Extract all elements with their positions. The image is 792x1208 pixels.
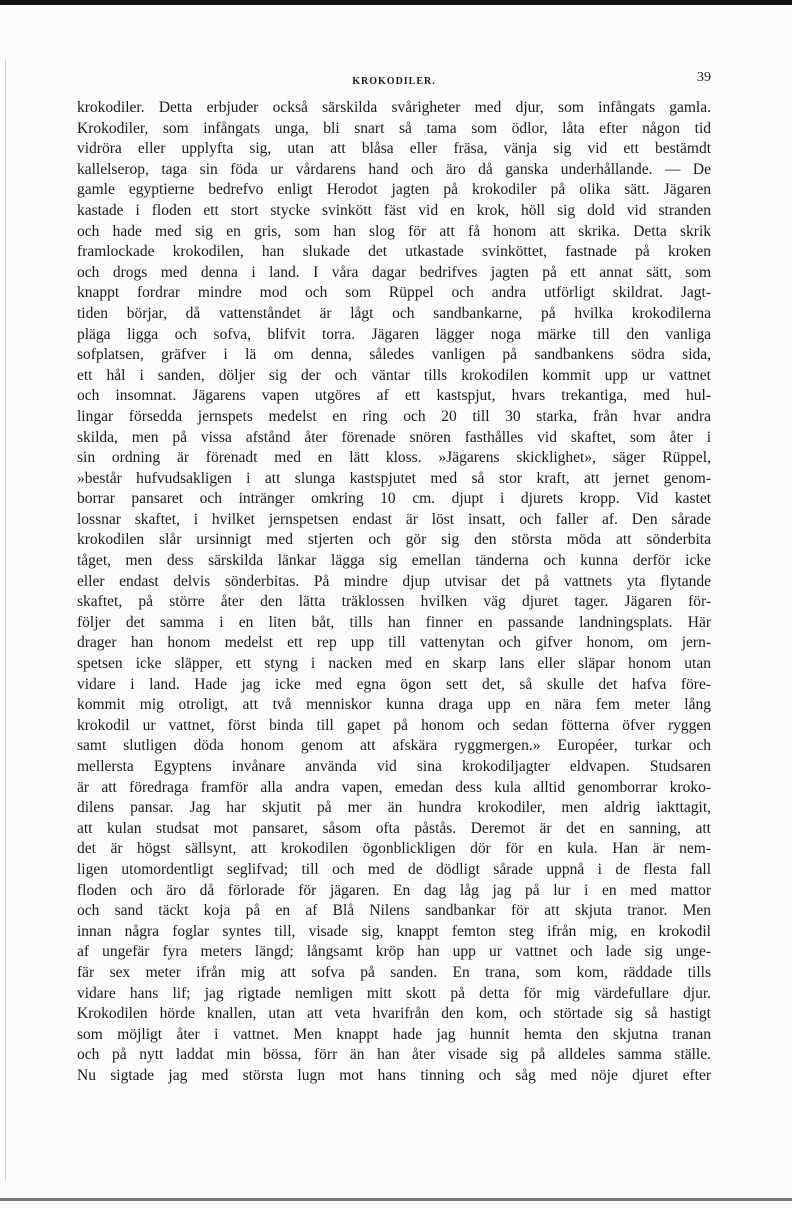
text-line: och drogs med denna i land. I våra dagar bedrifves jagten på ett annat sätt, som [77, 263, 711, 281]
text-line: sin ordning är förenadt med en lätt kloss. »Jägarens skicklighet», säger Rüppel, [77, 449, 711, 467]
text-line: af ungefär fyra meters längd; långsamt kröp han upp ur vattnet och lade sig unge- [77, 943, 711, 961]
running-title: KROKODILER. [352, 76, 436, 87]
text-line: skilda, men på vissa afstånd åter förenade snören fasthålles vid skaftet, som åter i [77, 428, 711, 446]
text-line: krokodilen slår ursinnigt med stjerten och gör sig den största möda att sönderbita [77, 531, 711, 549]
text-line: mellersta Egyptens invånare använda vid sina krokodiljagter eldvapen. Studsaren [77, 758, 711, 775]
text-line: kallelserop, taga sin föda ur vårdarens hand och äro då ganska underhållande. — De [77, 160, 711, 178]
text-line: sofplatsen, gräfver i lä om denna, således vanligen på sandbankens södra sida, [77, 346, 711, 364]
page-left-edge [5, 60, 6, 1180]
text-line: lossnar skaftet, i hvilket jernspetsen endast är löst insatt, och faller af. Den sårade [77, 510, 711, 528]
text-line: följer det samma i en liten båt, tills han finner en passande landningsplats. Här [77, 613, 711, 631]
text-line: ligen utomordentligt seglifvad; till och med de dödligt sårade uppnå i de flesta fall [77, 860, 711, 878]
body-text [77, 98, 711, 1087]
page-number: 39 [697, 70, 711, 85]
text-line: är att föredraga framför alla andra vapen, emedan dess kula alltid genomborrar kroko- [77, 778, 711, 796]
text-line: vidare i land. Hade jag icke med egna ögon sett det, så skulle det hafva före- [77, 675, 711, 693]
text-line: kastade i floden ett stort stycke svinkött fäst vid en krok, höll sig dold vid stranden [77, 201, 711, 219]
text-line: och på nytt laddat min bössa, förr än han åter visade sig på alldeles samma ställe. [77, 1046, 711, 1064]
text-line: lingar försedda jernspets medelst en ring och 20 till 30 starka, från hvar andra [77, 407, 711, 425]
text-line: vidare hans lif; jag rigtade nemligen mitt skott på detta för mig värdefullare djur. [77, 984, 711, 1002]
page-header [77, 70, 711, 90]
text-line: samt slutligen döda honom genom att afskära ryggmergen.» Européer, turkar och [77, 737, 711, 755]
text-line: borrar pansaret och intränger omkring 10 cm. djupt i djurets kropp. Vid kastet [77, 490, 711, 508]
text-line: gamle egyptierne bedrefvo enligt Herodot jagten på krokodiler på olika sätt. Jägaren [77, 181, 711, 199]
text-line: ett hål i sanden, döljer sig der och väntar tills krokodilen kommit upp ur vattnet [77, 366, 711, 384]
text-line: skaftet, på större åter den lätta träklossen hvilken väg djuret tager. Jägaren för- [77, 593, 711, 611]
text-line: tiden börjar, då vattenståndet är lågt och sandbankarne, på hvilka krokodilerna [77, 304, 711, 322]
text-line: och sand täckt koja på en af Blå Nilens sandbankar för att skjuta tranor. Men [77, 902, 711, 920]
text-line: som möjligt åter i vattnet. Men knappt hade jag hunnit hemta den skjutna tranan [77, 1025, 711, 1043]
text-line: krokodil ur vattnet, först binda till gapet på honom och sedan fötterna öfver ryggen [77, 716, 711, 734]
text-line: krokodiler. Detta erbjuder också särskilda svårigheter med djur, som infångats gamla. [77, 99, 711, 116]
text-line: floden och äro då förlorade för jägaren. En dag låg jag på lur i en med mattor [77, 881, 711, 899]
text-line: fär sex meter ifrån mig att sofva på sanden. En trana, som kom, räddade tills [77, 963, 711, 981]
text-line: Nu sigtade jag med största lugn mot hans tinning och såg med nöje djuret efter [77, 1066, 711, 1084]
text-line: vidröra eller upplyfta sig, utan att blåsa eller fräsa, vänja sig vid ett bestämdt [77, 140, 711, 158]
text-line: innan några foglar syntes till, visade sig, knappt femton steg ifrån mig, en krokodil [77, 922, 711, 940]
text-line: Krokodilen hörde knallen, utan att veta hvarifrån den kom, och störtade sig så hastigt [77, 1005, 711, 1023]
text-line: drager han honom medelst ett rep upp till vattenytan och gifver honom, om jern- [77, 634, 711, 652]
text-line: »består hufvudsakligen i att slunga kastspjutet med så stor kraft, att jernet genom- [77, 469, 711, 487]
text-line: Krokodiler, som infångats unga, bli snart så tama som ödlor, låta efter någon tid [77, 119, 711, 137]
text-line: och insomnat. Jägarens vapen utgöres af ett kastspjut, hvars trekantiga, med hul- [77, 387, 711, 405]
text-line: att kulan studsat mot pansaret, såsom ofta påstås. Deremot är det en sanning, att [77, 819, 711, 837]
page-bottom-edge [0, 1198, 792, 1201]
text-line: eller endast delvis sönderbitas. På mindre djup utvisar det på vattnets yta flytande [77, 572, 711, 590]
text-line: framlockade krokodilen, han slukade det utkastade svinköttet, fastnade på kroken [77, 243, 711, 261]
text-line: spetsen icke släpper, ett styng i nacken med en skarp lans eller släpar honom utan [77, 655, 711, 673]
page-top-edge [0, 0, 792, 5]
text-line: tåget, men dess särskilda länkar lägga sig emellan tänderna och kunna derför icke [77, 552, 711, 570]
text-line: kommit mig otroligt, att två menniskor kunna draga upp en nära fem meter lång [77, 696, 711, 714]
text-line: dilens pansar. Jag har skjutit på mer än hundra krokodiler, men aldrig iakttagit, [77, 799, 711, 817]
text-line: det är högst sällsynt, att krokodilen ögonblickligen dör för en kula. Han är nem- [77, 840, 711, 858]
text-line: pläga ligga och sofva, blifvit torra. Jägaren lägger noga märke till den vanliga [77, 325, 711, 343]
text-line: knappt fordrar mindre mod och som Rüppel och andra utförligt skildrat. Jagt- [77, 284, 711, 302]
text-line: och hade med sig en gris, som han slog för att få honom att skrika. Detta skrik [77, 222, 711, 240]
